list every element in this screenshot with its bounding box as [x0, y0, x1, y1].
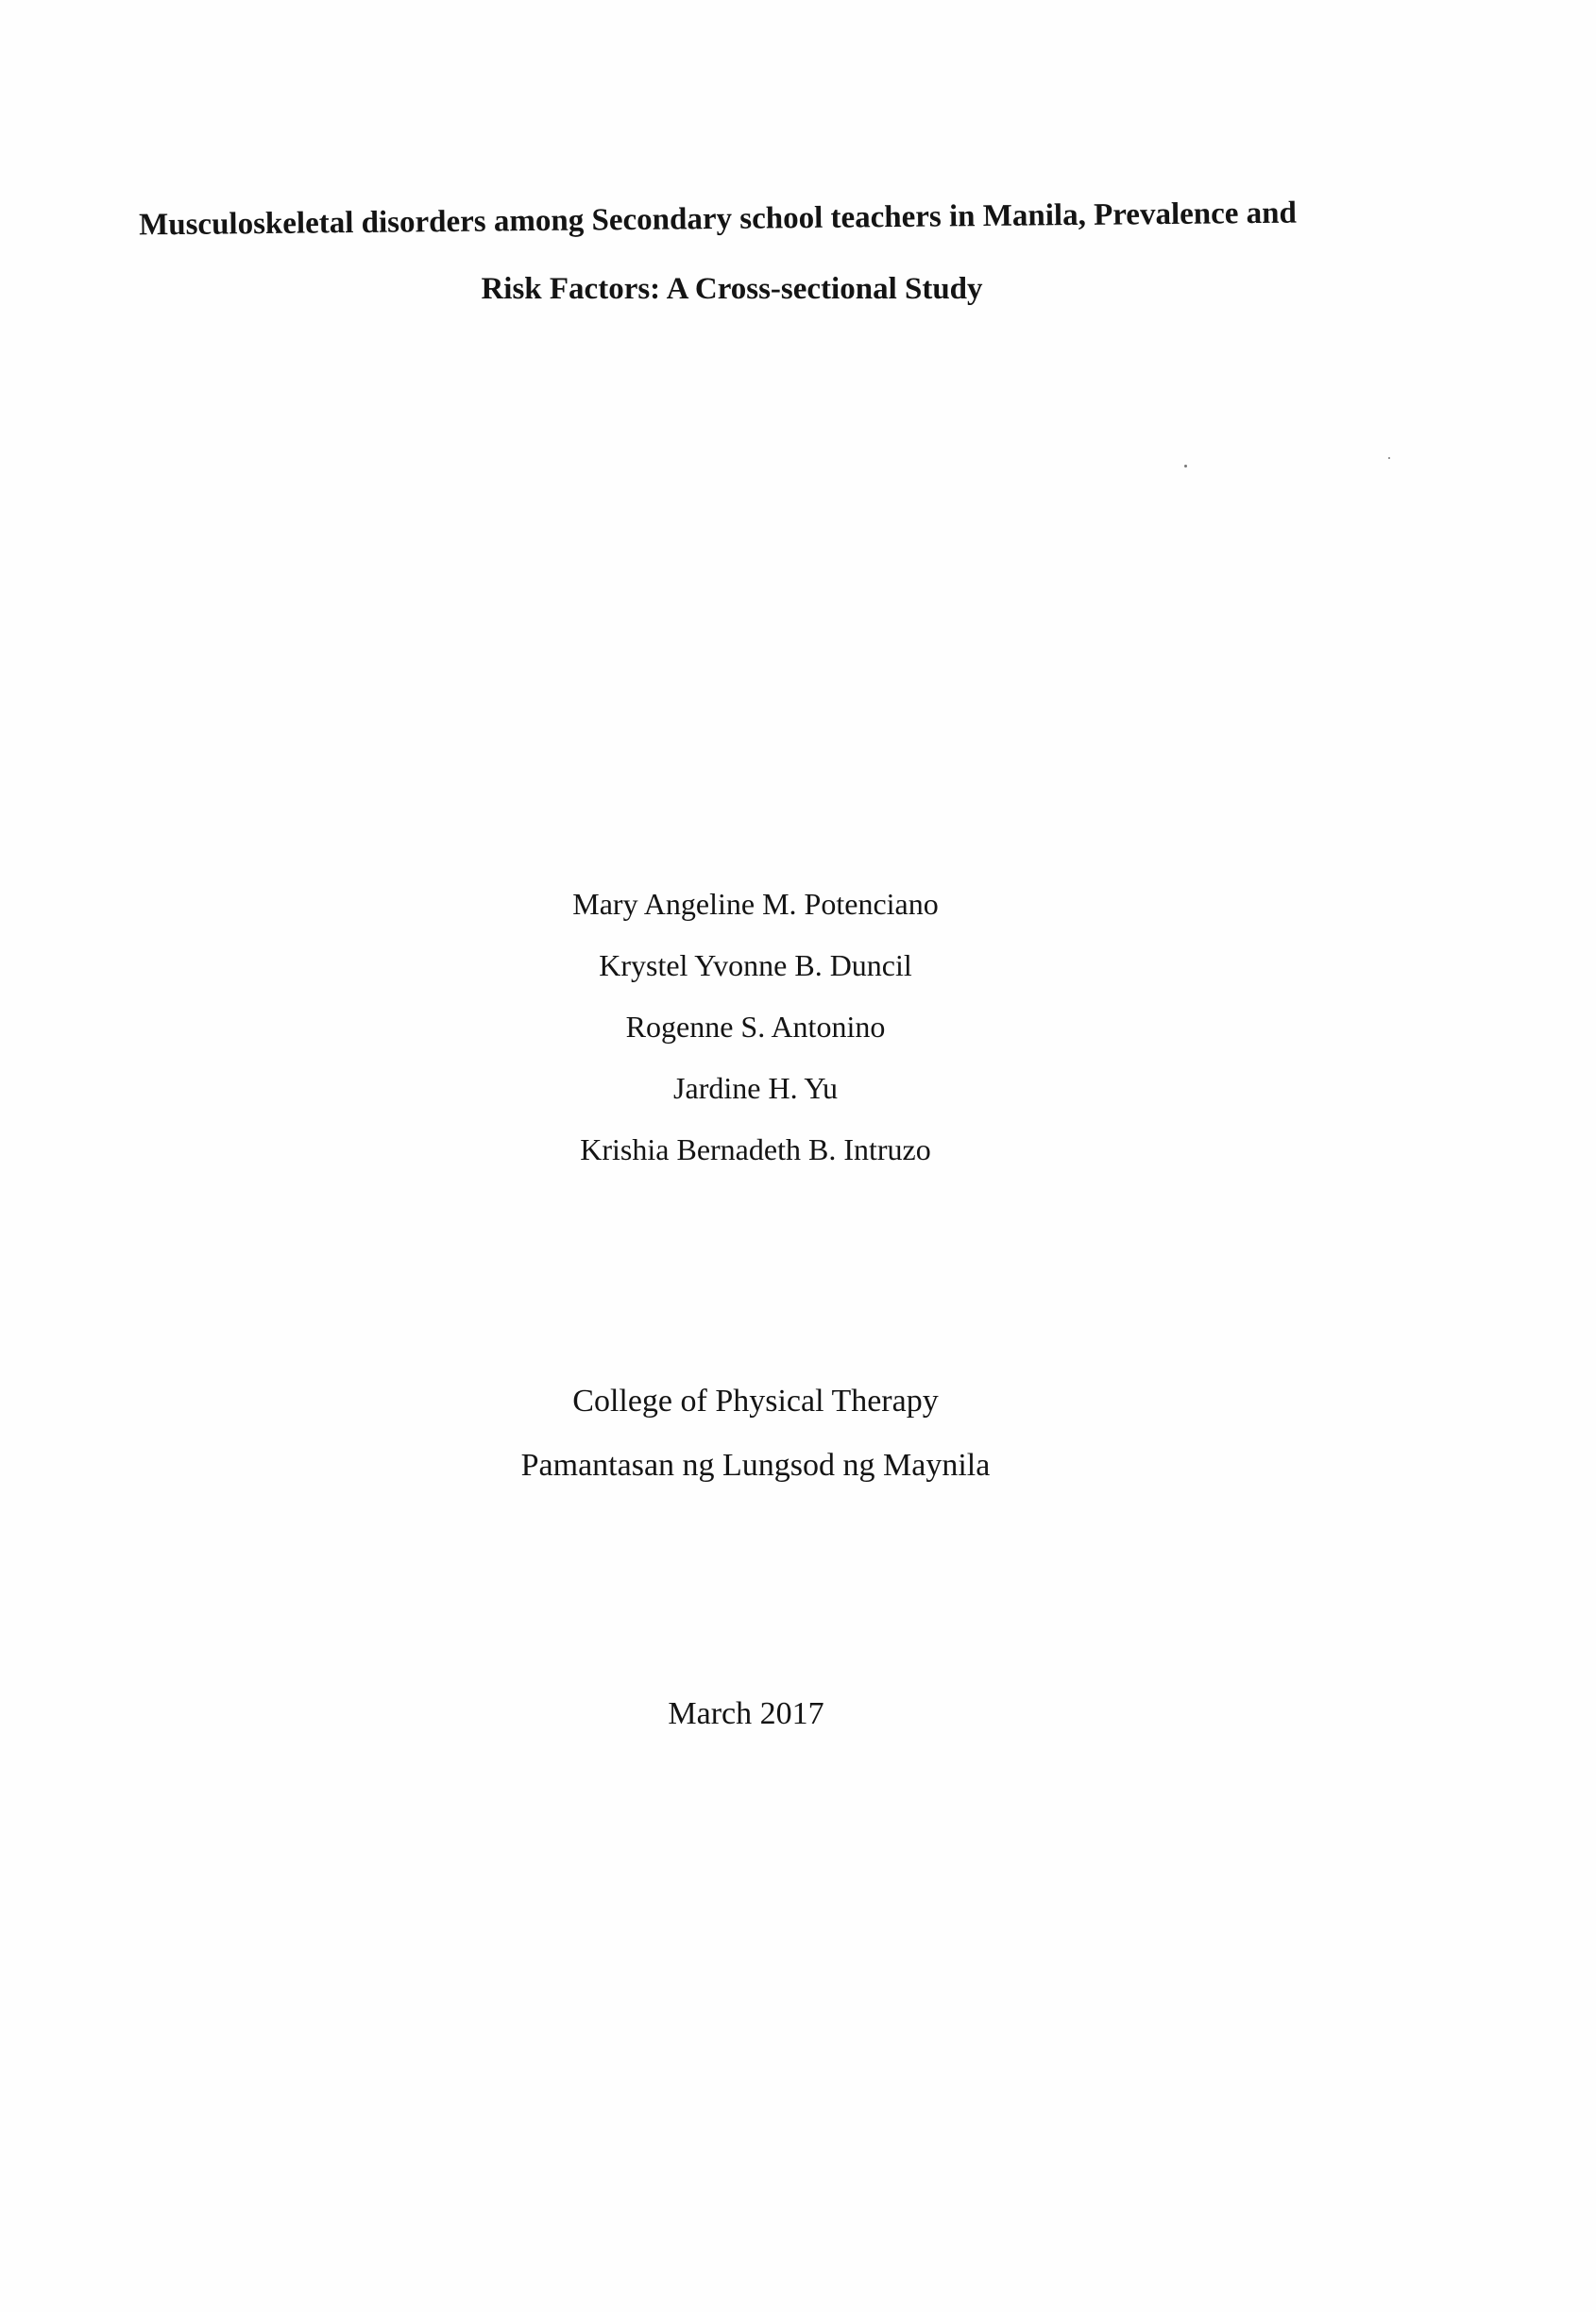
scan-speck	[1184, 465, 1187, 468]
affiliation	[425, 1369, 1086, 1498]
author-name: Rogenne S. Antonino	[625, 1010, 886, 1044]
scan-speck	[1388, 457, 1390, 459]
title-line-2: Risk Factors: A Cross-sectional Study	[481, 272, 983, 306]
author-name: Mary Angeline M. Potenciano	[572, 887, 939, 921]
publication-date: March 2017	[668, 1696, 824, 1731]
author-name: Krystel Yvonne B. Duncil	[599, 948, 912, 982]
college-name: College of Physical Therapy	[572, 1384, 939, 1419]
author-name: Krishia Bernadeth B. Intruzo	[580, 1132, 931, 1166]
university-name: Pamantasan ng Lungsod ng Maynila	[520, 1448, 991, 1483]
title-block	[76, 198, 1379, 310]
author-list	[425, 874, 1086, 1181]
author-name: Jardine H. Yu	[673, 1071, 838, 1105]
title-line-1: Musculoskeletal disorders among Secondary school teachers in Manila, Prevalence and	[138, 196, 1298, 243]
